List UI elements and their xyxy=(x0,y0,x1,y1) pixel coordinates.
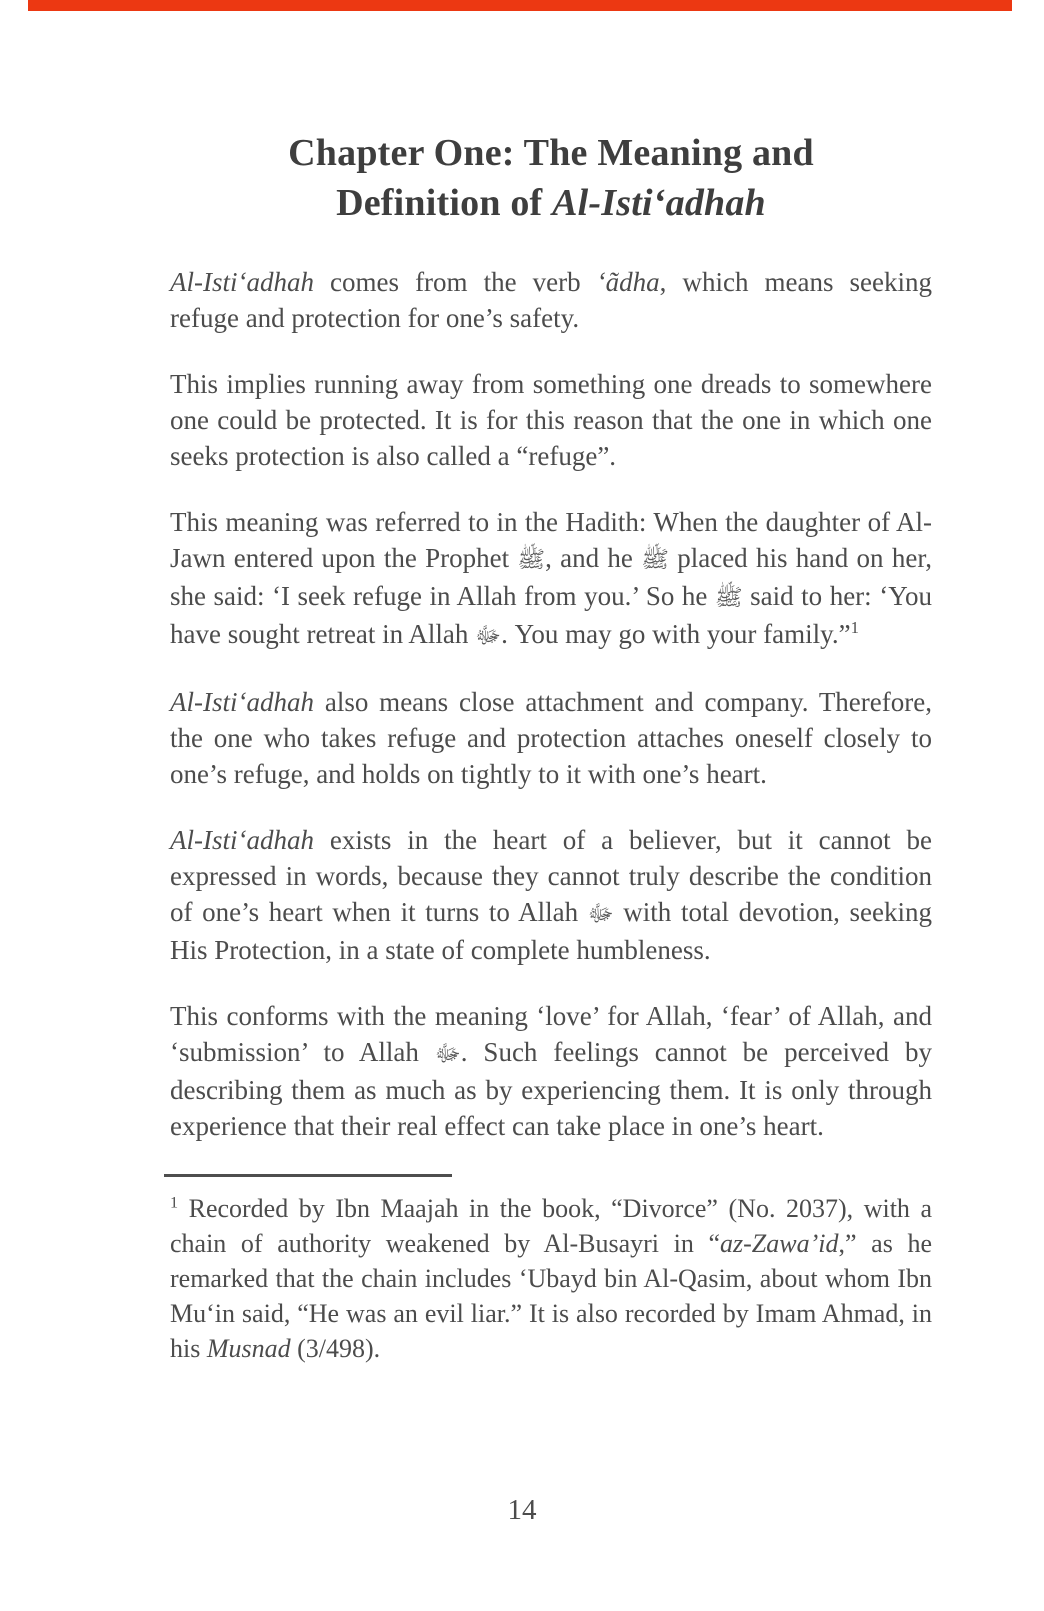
page-number: 14 xyxy=(507,1494,537,1526)
chapter-title xyxy=(170,128,932,228)
chapter-title-line1: Chapter One: The Meaning and xyxy=(288,132,814,174)
footnote-block xyxy=(170,1174,932,1366)
paragraph-heart: Al-Isti‘adhah exists in the heart of a believer, but it cannot be expressed in words, because they cannot truly describe the condition of one’s heart when it turns to Allah ﷻ with total devotion, seeking His Protection, in a state of complete humbleness. xyxy=(170,825,932,966)
page-content xyxy=(170,128,932,1366)
paragraph-definition: Al-Isti‘adhah comes from the verb ‘ãdha, which means seeking refuge and protection for one’s safety. xyxy=(170,267,933,334)
chapter-title-line2-prefix: Definition of xyxy=(336,182,553,225)
footnote-divider xyxy=(164,1174,452,1177)
chapter-title-line2-term: Al-Isti‘adhah xyxy=(552,182,766,225)
paragraph-conforms: This conforms with the meaning ‘love’ for Allah, ‘fear’ of Allah, and ‘submission’ to Allah ﷻ. Such feelings cannot be perceived by describing them as much as by experiencing them. It is only through experience that their real effect can take place in one’s heart. xyxy=(170,1001,932,1142)
footnote-text: $^1$ Recorded by Ibn Maajah in the book, “Divorce” (No. 2037), with a chain of authority weakened by Al-Busayri in “az-Zawa’id,” as he remarked that the chain includes ‘Ubayd bin Al-Qasim, about whom Ibn Mu‘in said, “He was an evil liar.” It is also recorded by Imam Ahmad, in his Musnad (3/498). xyxy=(170,1194,932,1364)
paragraph-hadith: This meaning was referred to in the Hadith: When the daughter of Al-Jawn entered upon the Prophet ﷺ, and he ﷺ placed his hand on her, she said: ‘I seek refuge in Allah from you.’ So he ﷺ said to her: ‘You have sought retreat in Allah ﷻ. You may go with your family.”$^1$ xyxy=(170,507,932,650)
scan-edge-stripe xyxy=(28,0,1012,11)
paragraph-implies: This implies running away from something one dreads to somewhere one could be protected. It is for this reason that the one in which one seeks protection is also called a “refuge”. xyxy=(170,369,932,472)
paragraph-attachment: Al-Isti‘adhah also means close attachment and company. Therefore, the one who takes refuge and protection attaches oneself closely to one’s refuge, and holds on tightly to it with one’s heart. xyxy=(170,687,932,790)
